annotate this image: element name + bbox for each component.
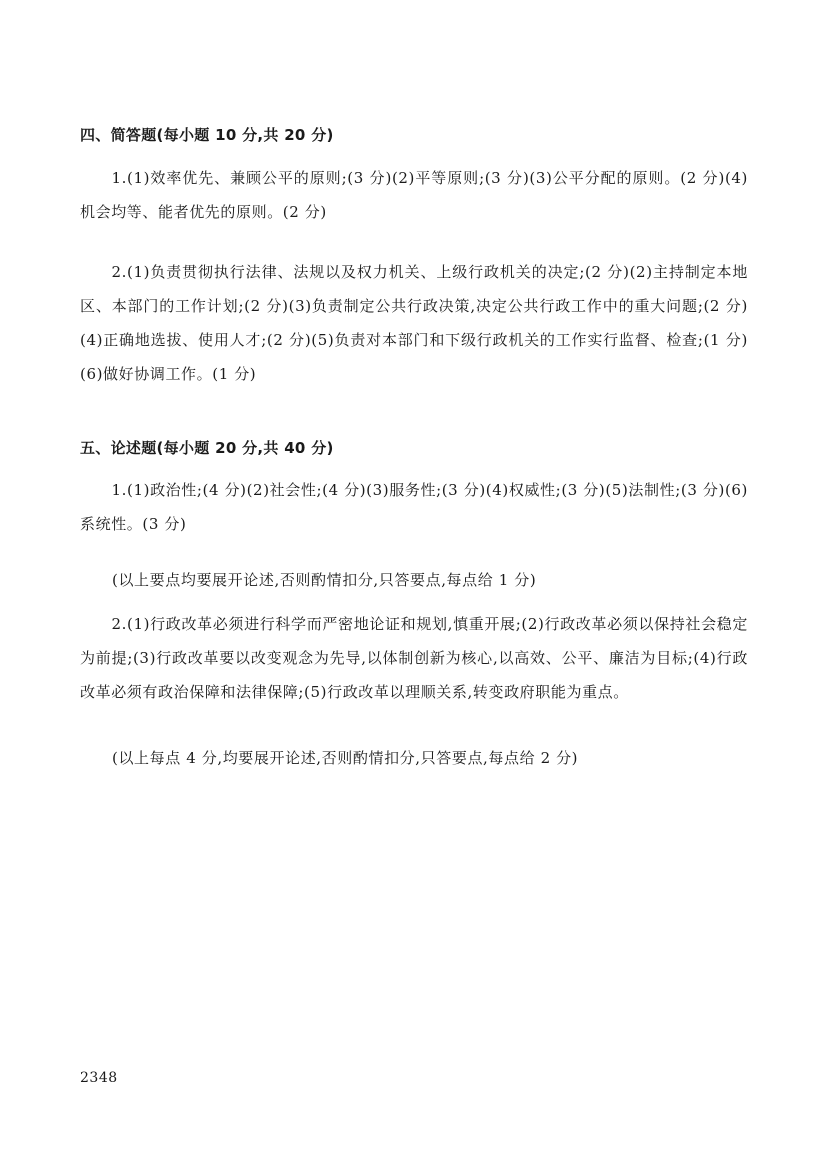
section-five-answer-1: 1.(1)政治性;(4 分)(2)社会性;(4 分)(3)服务性;(3 分)(4)权威性;(3 分)(5)法制性;(3 分)(6)系统性。(3 分) — [80, 481, 748, 533]
section-four-answer-1: 1.(1)效率优先、兼顾公平的原则;(3 分)(2)平等原则;(3 分)(3)公平分配的原则。(2 分)(4)机会均等、能者优先的原则。(2 分) — [80, 169, 748, 221]
section-five-heading: 五、论述题(每小题 20 分,共 40 分) — [80, 439, 334, 457]
page-number: 2348 — [80, 1070, 118, 1086]
section-five-answer-2: 2.(1)行政改革必须进行科学而严密地论证和规划,慎重开展;(2)行政改革必须以保持社会稳定为前提;(3)行政改革要以改变观念为先导,以体制创新为核心,以高效、公平、廉洁为目标;(4)行政改革必须有政治保障和法律保障;(5)行政改革以理顺关系,转变政府职能为重点。 — [80, 615, 748, 701]
section-four-heading: 四、简答题(每小题 10 分,共 20 分) — [80, 126, 334, 144]
section-four-answer-2: 2.(1)负责贯彻执行法律、法规以及权力机关、上级行政机关的决定;(2 分)(2)主持制定本地区、本部门的工作计划;(2 分)(3)负责制定公共行政决策,决定公共行政工作中的重大问题;(2 分)(4)正确地选拔、使用人才;(2 分)(5)负责对本部门和下级行政机关的工作实行监督、检查;(1 分)(6)做好协调工作。(1 分) — [80, 263, 748, 383]
section-five-answer-1-note: (以上要点均要展开论述,否则酌情扣分,只答要点,每点给 1 分) — [112, 571, 537, 589]
section-five-answer-2-note: (以上每点 4 分,均要展开论述,否则酌情扣分,只答要点,每点给 2 分) — [112, 749, 579, 767]
